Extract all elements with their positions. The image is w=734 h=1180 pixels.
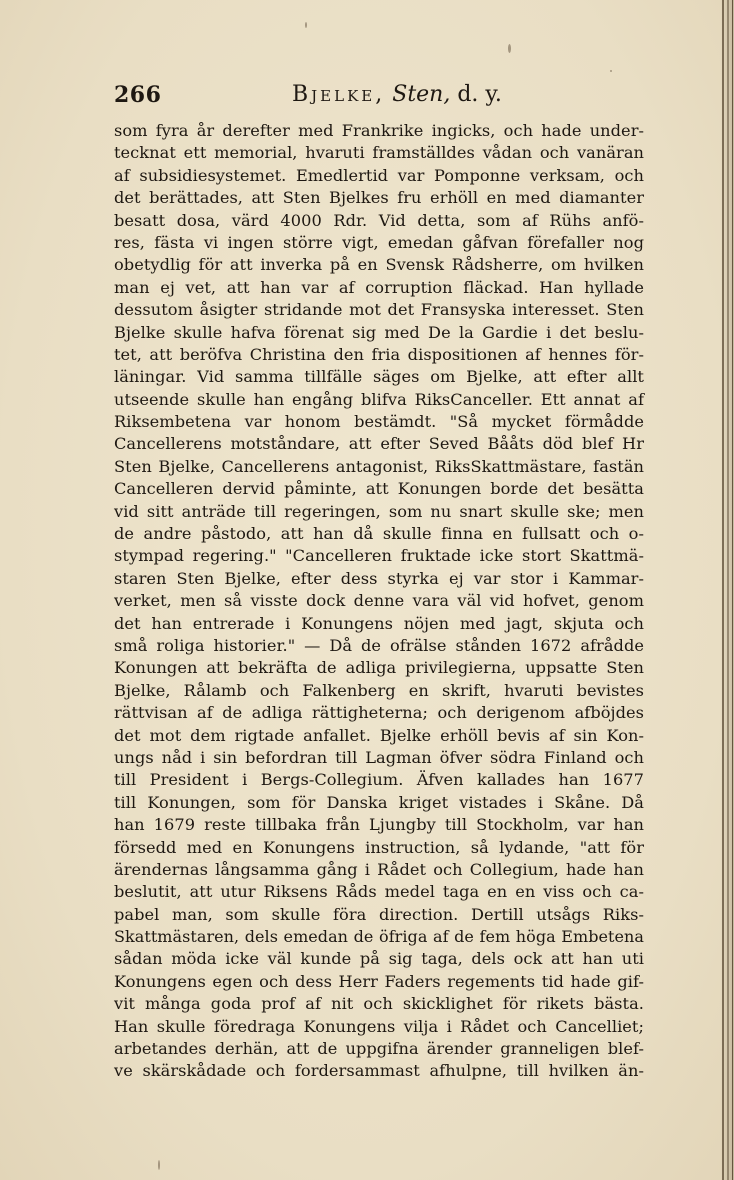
text-line: ve skärskådade och fordersammast afhulpne, till hvilken än- <box>114 1061 644 1081</box>
text-line: till Konungen, som för Danska kriget vistades i Skåne. Då <box>114 792 644 812</box>
text-line: tecknat ett memorial, hvaruti framställdes vådan och vanäran <box>114 143 644 163</box>
text-line: beslutit, att utur Riksens Råds medel taga en en viss och ca- <box>114 882 644 902</box>
text-line: ärendernas långsamma gång i Rådet och Collegium, hade han <box>114 859 644 879</box>
text-line: stympad regering." "Cancelleren fruktade icke stort Skattmä- <box>114 546 644 566</box>
text-line: pabel man, som skulle föra direction. Dertill utsågs Riks- <box>114 904 644 924</box>
text-line: res, fästa vi ingen större vigt, emedan gåfvan förefaller nog <box>114 232 644 252</box>
text-line: Bjelke skulle hafva förenat sig med De la Gardie i det beslu- <box>114 322 644 342</box>
text-line: vid sitt anträde till regeringen, som nu snart skulle ske; men <box>114 501 644 521</box>
text-line: vit många goda prof af nit och skicklighet för rikets bästa. <box>114 994 644 1014</box>
text-line: sådan möda icke väl kunde på sig taga, dels ock att han uti <box>114 949 644 969</box>
text-line: Cancelleren dervid påminte, att Konungen borde det besätta <box>114 479 644 499</box>
paper-speck <box>610 70 612 72</box>
text-line: verket, men så visste dock denne vara väl vid hofvet, genom <box>114 591 644 611</box>
text-line: af subsidiesystemet. Emedlertid var Pomponne verksam, och <box>114 165 644 185</box>
text-line: Sten Bjelke, Cancellerens antagonist, RiksSkattmästare, fastän <box>114 456 644 476</box>
page-edge-line <box>732 0 733 1180</box>
text-line: obetydlig för att inverka på en Svensk Rådsherre, om hvilken <box>114 255 644 275</box>
text-line: Riksembetena var honom bestämdt. "Så mycket förmådde <box>114 412 644 432</box>
text-line: Konungen att bekräfta de adliga privilegierna, uppsatte Sten <box>114 658 644 678</box>
running-head-given-name: Sten, <box>392 82 451 107</box>
text-line: Bjelke, Rålamb och Falkenberg en skrift, hvaruti bevistes <box>114 680 644 700</box>
paper-speck <box>508 44 511 53</box>
text-line: man ej vet, att han var af corruption fläckad. Han hyllade <box>114 277 644 297</box>
text-line: Cancellerens motståndare, att efter Seved Bååts död blef Hr <box>114 434 644 454</box>
text-line: besatt dosa, värd 4000 Rdr. Vid detta, som af Rühs anfö- <box>114 210 644 230</box>
body-text <box>114 120 644 1083</box>
text-line: tet, att beröfva Christina den fria dispositionen af hennes för- <box>114 344 644 364</box>
page-header <box>114 78 634 112</box>
text-line: Skattmästaren, dels emedan de öfriga af de fem höga Embetena <box>114 927 644 947</box>
text-line: ungs nåd i sin befordran till Lagman öfver södra Finland och <box>114 747 644 767</box>
text-line: som fyra år derefter med Frankrike ingicks, och hade under- <box>114 121 644 140</box>
text-line: Konungens egen och dess Herr Faders regements tid hade gif- <box>114 971 644 991</box>
text-line: det mot dem rigtade anfallet. Bjelke erhöll bevis af sin Kon- <box>114 725 644 745</box>
text-line: dessutom åsigter stridande mot det Fransyska interesset. Sten <box>114 300 644 320</box>
text-line: det berättades, att Sten Bjelkes fru erhöll en med diamanter <box>114 188 644 208</box>
text-line: staren Sten Bjelke, efter dess styrka ej var stor i Kammar- <box>114 568 644 588</box>
text-line: läningar. Vid samma tillfälle säges om Bjelke, att efter allt <box>114 367 644 387</box>
page-edge-line <box>727 0 729 1180</box>
paper-speck <box>158 1160 160 1170</box>
paper-speck <box>305 22 307 28</box>
text-line: de andre påstodo, att han då skulle finna en fullsatt och o- <box>114 524 644 544</box>
text-line: arbetandes derhän, att de uppgifna ärender granneligen blef- <box>114 1039 644 1059</box>
text-line: utseende skulle han engång blifva RiksCanceller. Ett annat af <box>114 389 644 409</box>
text-line: Han skulle föredraga Konungens vilja i Rådet och Cancelliet; <box>114 1016 644 1036</box>
text-line: till President i Bergs-Collegium. Äfven kallades han 1677 <box>114 770 644 790</box>
page-edge-line <box>722 0 724 1180</box>
text-line: försedd med en Konungens instruction, så lydande, "att för <box>114 837 644 857</box>
running-head <box>292 78 502 112</box>
text-line: rättvisan af de adliga rättigheterna; och derigenom afböjdes <box>114 703 644 723</box>
running-head-suffix: d. y. <box>457 82 502 107</box>
page-number: 266 <box>114 82 162 108</box>
text-line: små roliga historier." — Då de ofrälse stånden 1672 afrådde <box>114 635 644 655</box>
running-head-surname: Bjelke, <box>292 82 386 107</box>
text-line: han 1679 reste tillbaka från Ljungby till Stockholm, var han <box>114 815 644 835</box>
text-line: det han entrerade i Konungens nöjen med jagt, skjuta och <box>114 613 644 633</box>
